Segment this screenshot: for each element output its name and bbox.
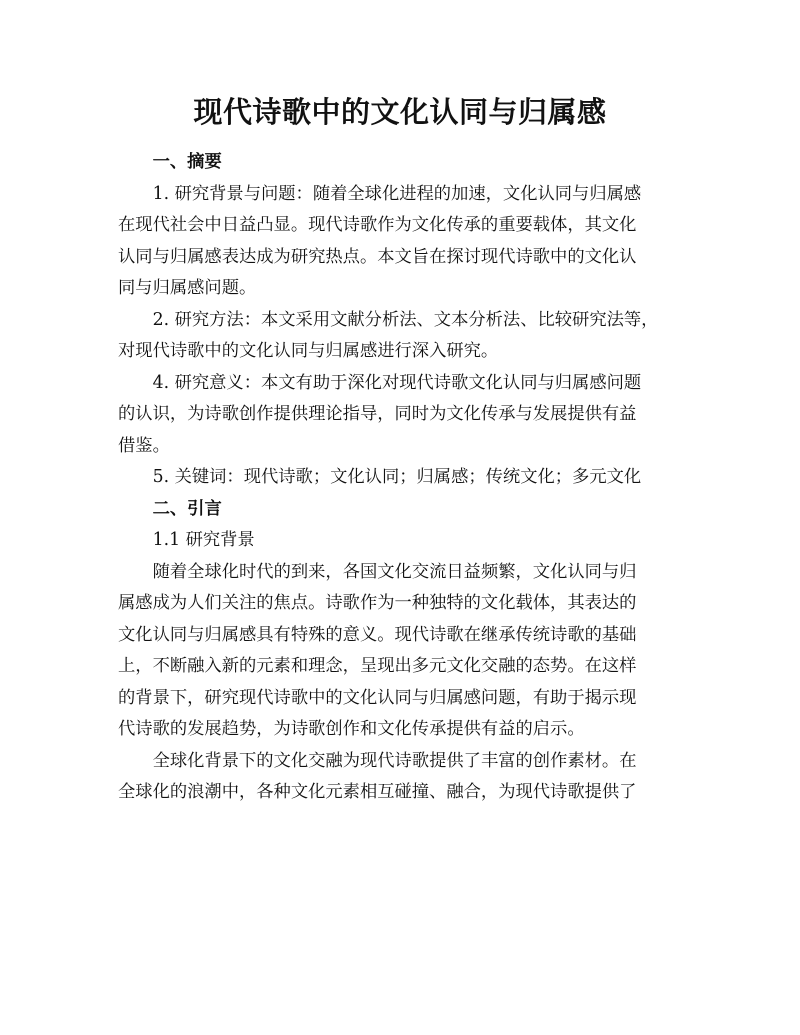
text-line: 在现代社会中日益凸显。现代诗歌作为文化传承的重要载体，其文化: [118, 215, 637, 235]
text-line: 代诗歌的发展趋势，为诗歌创作和文化传承提供有益的启示。: [118, 719, 585, 739]
document-title: 现代诗歌中的文化认同与归属感: [193, 95, 607, 129]
text-line: 随着全球化时代的到来，各国文化交流日益频繁，文化认同与归: [152, 561, 637, 582]
text-line: 全球化背景下的文化交融为现代诗歌提供了丰富的创作素材。在: [152, 750, 637, 771]
text-line: 4. 研究意义：本文有助于深化对现代诗歌文化认同与归属感问题: [152, 372, 642, 393]
abstract-item-background: [118, 179, 688, 305]
intro-paragraph-1: [118, 557, 688, 746]
text-line: 对现代诗歌中的文化认同与归属感进行深入研究。: [118, 341, 499, 361]
text-line: 的认识，为诗歌创作提供理论指导，同时为文化传承与发展提供有益: [118, 404, 637, 424]
text-line: 同与归属感问题。: [118, 278, 257, 298]
subsection-heading-background: 1.1 研究背景: [152, 530, 255, 550]
text-line: 2. 研究方法：本文采用文献分析法、文本分析法、比较研究法等，: [152, 309, 659, 330]
abstract-item-methods: [118, 305, 688, 368]
text-line: 借鉴。: [118, 435, 170, 456]
abstract-item-significance: [118, 368, 688, 463]
intro-paragraph-2: [118, 746, 688, 809]
document-body: [118, 147, 688, 809]
text-line: 的背景下，研究现代诗歌中的文化认同与归属感问题，有助于揭示现: [118, 687, 637, 708]
text-line: 1. 研究背景与问题：随着全球化进程的加速，文化认同与归属感: [152, 183, 642, 204]
section-heading-introduction: 二、引言: [152, 498, 222, 519]
abstract-item-keywords: 5. 关键词：现代诗歌；文化认同；归属感；传统文化；多元文化: [152, 467, 642, 487]
text-line: 属感成为人们关注的焦点。诗歌作为一种独特的文化载体，其表达的: [118, 593, 637, 613]
text-line: 全球化的浪潮中，各种文化元素相互碰撞、融合，为现代诗歌提供了: [118, 782, 637, 802]
text-line: 文化认同与归属感具有特殊的意义。现代诗歌在继承传统诗歌的基础: [118, 624, 637, 645]
section-heading-abstract: 一、摘要: [152, 152, 222, 172]
text-line: 上，不断融入新的元素和理念，呈现出多元文化交融的态势。在这样: [118, 656, 637, 676]
text-line: 认同与归属感表达成为研究热点。本文旨在探讨现代诗歌中的文化认: [118, 246, 637, 267]
